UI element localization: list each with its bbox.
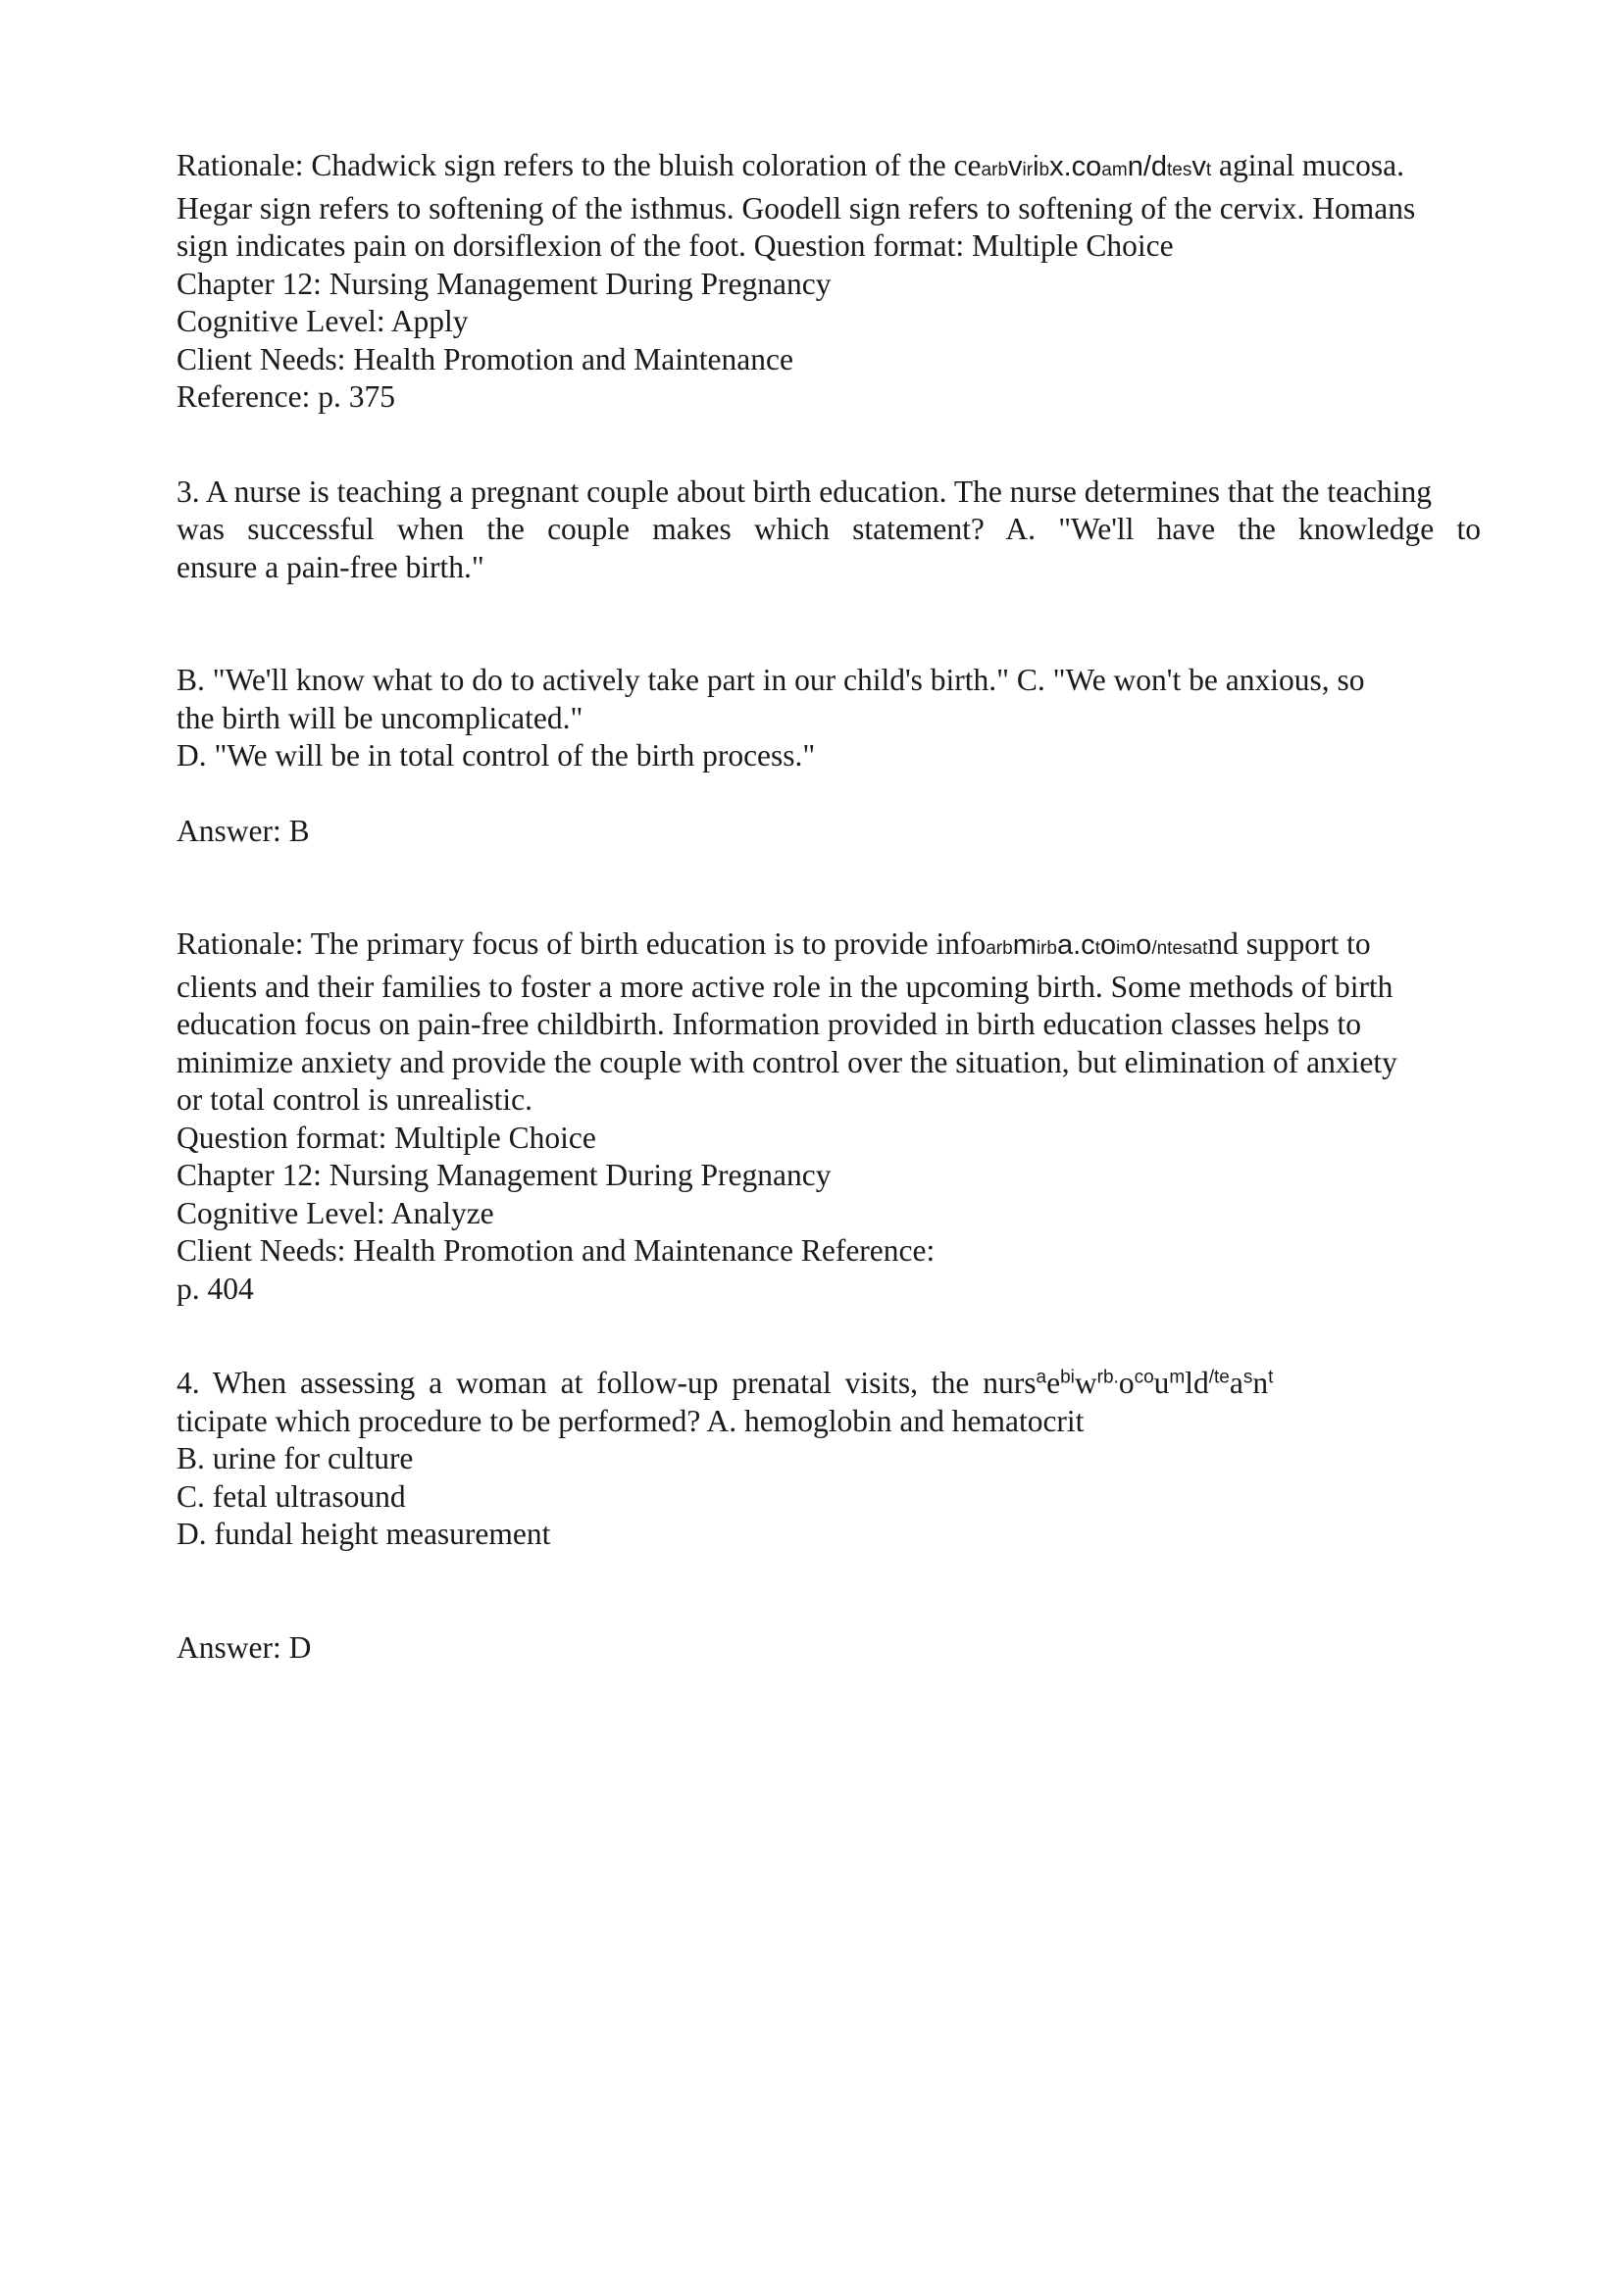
watermark-fragment: am bbox=[1101, 160, 1128, 180]
watermark-fragment: e bbox=[1046, 1366, 1061, 1400]
question-3-option-b: B. "We'll know what to do to actively take part in our child's birth." C. "We won't be anxious, so bbox=[177, 663, 1365, 697]
reference: p. 404 bbox=[177, 1271, 254, 1306]
rationale-3-line-4: minimize anxiety and provide the couple with control over the situation, but elimination of anxiety bbox=[177, 1044, 1397, 1079]
watermark-fragment: rb. bbox=[1096, 1367, 1119, 1388]
rationale-3 bbox=[177, 925, 1481, 1308]
watermark-fragment: v bbox=[1008, 151, 1023, 182]
watermark-fragment: co bbox=[1134, 1367, 1154, 1388]
text-run: support to bbox=[1238, 926, 1371, 961]
watermark-fragment: a.c bbox=[1057, 929, 1095, 961]
text-run: nd bbox=[1207, 926, 1239, 961]
question-4-option-d: D. fundal height measurement bbox=[177, 1517, 551, 1551]
watermark-fragment: b bbox=[1002, 938, 1013, 959]
document-page bbox=[177, 147, 1481, 1667]
watermark-fragment: o bbox=[1136, 929, 1152, 961]
watermark-fragment: d bbox=[1150, 151, 1168, 182]
chapter-label: Chapter 12: Nursing Management During Pregnancy bbox=[177, 1158, 832, 1192]
watermark-fragment: n bbox=[1252, 1366, 1269, 1400]
rationale-3-line-5: or total control is unrealistic. bbox=[177, 1082, 533, 1117]
question-3 bbox=[177, 474, 1481, 851]
watermark-fragment: m bbox=[1012, 929, 1037, 961]
rationale-3-line-3: education focus on pain-free childbirth. Information provided in birth education classes helps to bbox=[177, 1007, 1362, 1041]
watermark-fragment: irb bbox=[1036, 938, 1057, 959]
watermark-fragment: o bbox=[1118, 1366, 1135, 1400]
question-3-line-5: the birth will be uncomplicated." bbox=[177, 700, 583, 735]
answer-4: Answer: D bbox=[177, 1629, 312, 1665]
watermark-fragment: x.co bbox=[1049, 151, 1102, 182]
question-format: Question format: Multiple Choice bbox=[177, 1120, 596, 1155]
text-run: aginal mucosa. bbox=[1211, 148, 1404, 182]
text-run: 4. When assessing a woman at follow-up prenatal visits, the nurs bbox=[177, 1366, 1037, 1400]
rationale-2-line-1 bbox=[177, 147, 1481, 190]
watermark-fragment: at bbox=[1191, 938, 1208, 959]
question-3-line-2: was successful when the couple makes which statement? A. "We'll have the knowledge to bbox=[177, 512, 1481, 546]
cognitive-level: Cognitive Level: Apply bbox=[177, 304, 469, 338]
text-run: Rationale: The primary focus of birth education is to provide info bbox=[177, 926, 987, 961]
spacer bbox=[177, 1554, 1481, 1629]
spacer bbox=[177, 1308, 1481, 1365]
reference: Reference: p. 375 bbox=[177, 379, 396, 414]
watermark-fragment: /te bbox=[1208, 1367, 1230, 1388]
question-3-line-3: ensure a pain-free birth." bbox=[177, 549, 484, 584]
question-3-line-1: 3. A nurse is teaching a pregnant couple about birth education. The nurse determines that the teaching bbox=[177, 474, 1433, 509]
spacer bbox=[177, 586, 1481, 662]
chapter-label: Chapter 12: Nursing Management During Pregnancy bbox=[177, 266, 832, 301]
watermark-fragment: w bbox=[1074, 1366, 1097, 1400]
question-4-option-b: B. urine for culture bbox=[177, 1441, 414, 1475]
watermark-fragment: t bbox=[1205, 160, 1212, 180]
question-4-option-c: C. fetal ultrasound bbox=[177, 1478, 406, 1514]
watermark-fragment: ld bbox=[1185, 1366, 1209, 1400]
watermark-fragment: tes bbox=[1167, 938, 1192, 959]
watermark-fragment: m bbox=[1169, 1367, 1186, 1388]
rationale-2 bbox=[177, 147, 1481, 417]
question-4-line-2: ticipate which procedure to be performed? A. hemoglobin and hematocrit bbox=[177, 1403, 1085, 1438]
watermark-fragment: s bbox=[1242, 1367, 1253, 1388]
spacer bbox=[177, 850, 1481, 925]
watermark-fragment: a bbox=[1036, 1367, 1047, 1388]
client-needs: Client Needs: Health Promotion and Maintenance Reference: bbox=[177, 1233, 936, 1268]
rationale-3-line-2: clients and their families to foster a more active role in the upcoming birth. Some methods of birth bbox=[177, 969, 1393, 1004]
watermark-fragment: ar bbox=[986, 938, 1003, 959]
watermark-fragment: ar bbox=[981, 160, 998, 180]
watermark-fragment: o bbox=[1099, 929, 1117, 961]
watermark-fragment: b bbox=[1038, 160, 1050, 180]
text-run: Rationale: Chadwick sign refers to the bluish coloration of the ce bbox=[177, 148, 982, 182]
spacer bbox=[177, 775, 1481, 813]
question-3-option-d: D. "We will be in total control of the birth process." bbox=[177, 738, 816, 773]
watermark-fragment: /n bbox=[1151, 938, 1168, 959]
watermark-fragment: t bbox=[1094, 938, 1100, 959]
watermark-fragment: tes bbox=[1167, 160, 1192, 180]
watermark-fragment: t bbox=[1268, 1367, 1274, 1388]
question-4-line-1 bbox=[177, 1365, 1481, 1403]
answer-3: Answer: B bbox=[177, 813, 310, 848]
cognitive-level: Cognitive Level: Analyze bbox=[177, 1195, 494, 1230]
watermark-fragment: n/ bbox=[1127, 151, 1151, 182]
watermark-fragment: a bbox=[1229, 1366, 1243, 1400]
watermark-fragment: v bbox=[1191, 151, 1206, 182]
watermark-fragment: i bbox=[1033, 151, 1039, 182]
watermark-fragment: b bbox=[997, 160, 1009, 180]
watermark-fragment: bi bbox=[1060, 1367, 1075, 1388]
watermark-fragment: u bbox=[1153, 1366, 1170, 1400]
spacer bbox=[177, 417, 1481, 474]
rationale-2-line-3: sign indicates pain on dorsiflexion of the foot. Question format: Multiple Choice bbox=[177, 228, 1174, 263]
client-needs: Client Needs: Health Promotion and Maintenance bbox=[177, 341, 793, 376]
watermark-fragment: i bbox=[1116, 938, 1121, 959]
watermark-fragment: ir bbox=[1022, 160, 1034, 180]
watermark-fragment: m bbox=[1120, 938, 1137, 959]
question-4 bbox=[177, 1365, 1481, 1667]
rationale-3-line-1 bbox=[177, 925, 1481, 969]
rationale-2-line-2: Hegar sign refers to softening of the isthmus. Goodell sign refers to softening of the cervix. Homans bbox=[177, 190, 1416, 225]
